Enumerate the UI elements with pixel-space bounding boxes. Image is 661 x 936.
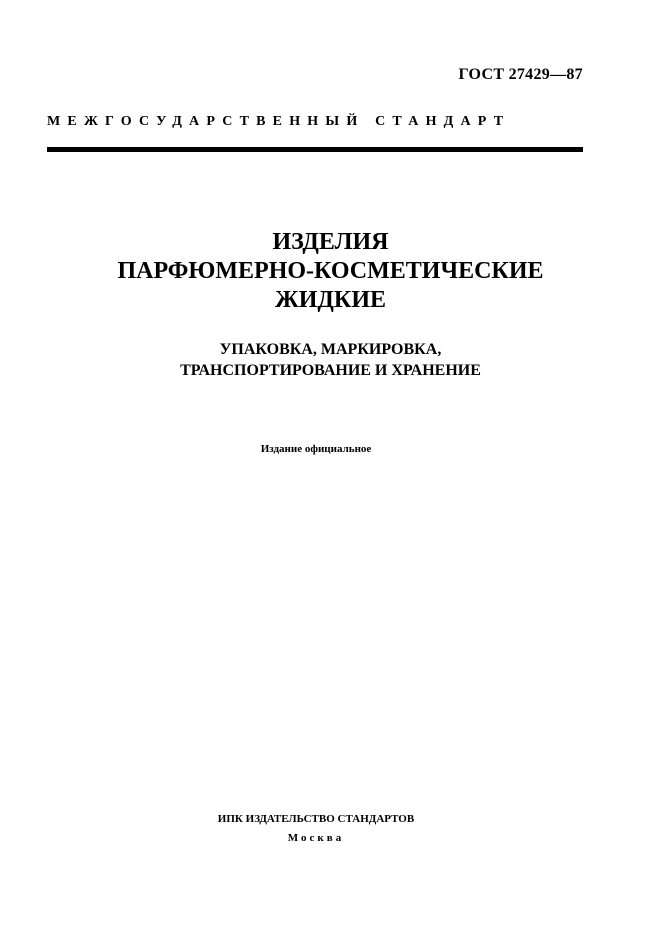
edition-label: Издание официальное [260, 443, 372, 455]
publisher-city: Москва [287, 832, 345, 844]
subtitle-line-2: ТРАНСПОРТИРОВАНИЕ И ХРАНЕНИЕ [180, 362, 481, 379]
header-rule [47, 147, 583, 152]
document-title [0, 228, 661, 315]
document-subtitle [0, 339, 661, 381]
title-line-2: ПАРФЮМЕРНО-КОСМЕТИЧЕСКИЕ [117, 258, 544, 284]
standard-type-heading: МЕЖГОСУДАРСТВЕННЫЙ СТАНДАРТ [47, 114, 511, 129]
title-line-3: ЖИДКИЕ [275, 287, 386, 313]
publisher-name: ИПК ИЗДАТЕЛЬСТВО СТАНДАРТОВ [217, 813, 415, 825]
title-line-1: ИЗДЕЛИЯ [272, 229, 389, 255]
subtitle-line-1: УПАКОВКА, МАРКИРОВКА, [219, 341, 442, 358]
publisher-block [0, 810, 632, 848]
document-code: ГОСТ 27429—87 [458, 66, 583, 83]
